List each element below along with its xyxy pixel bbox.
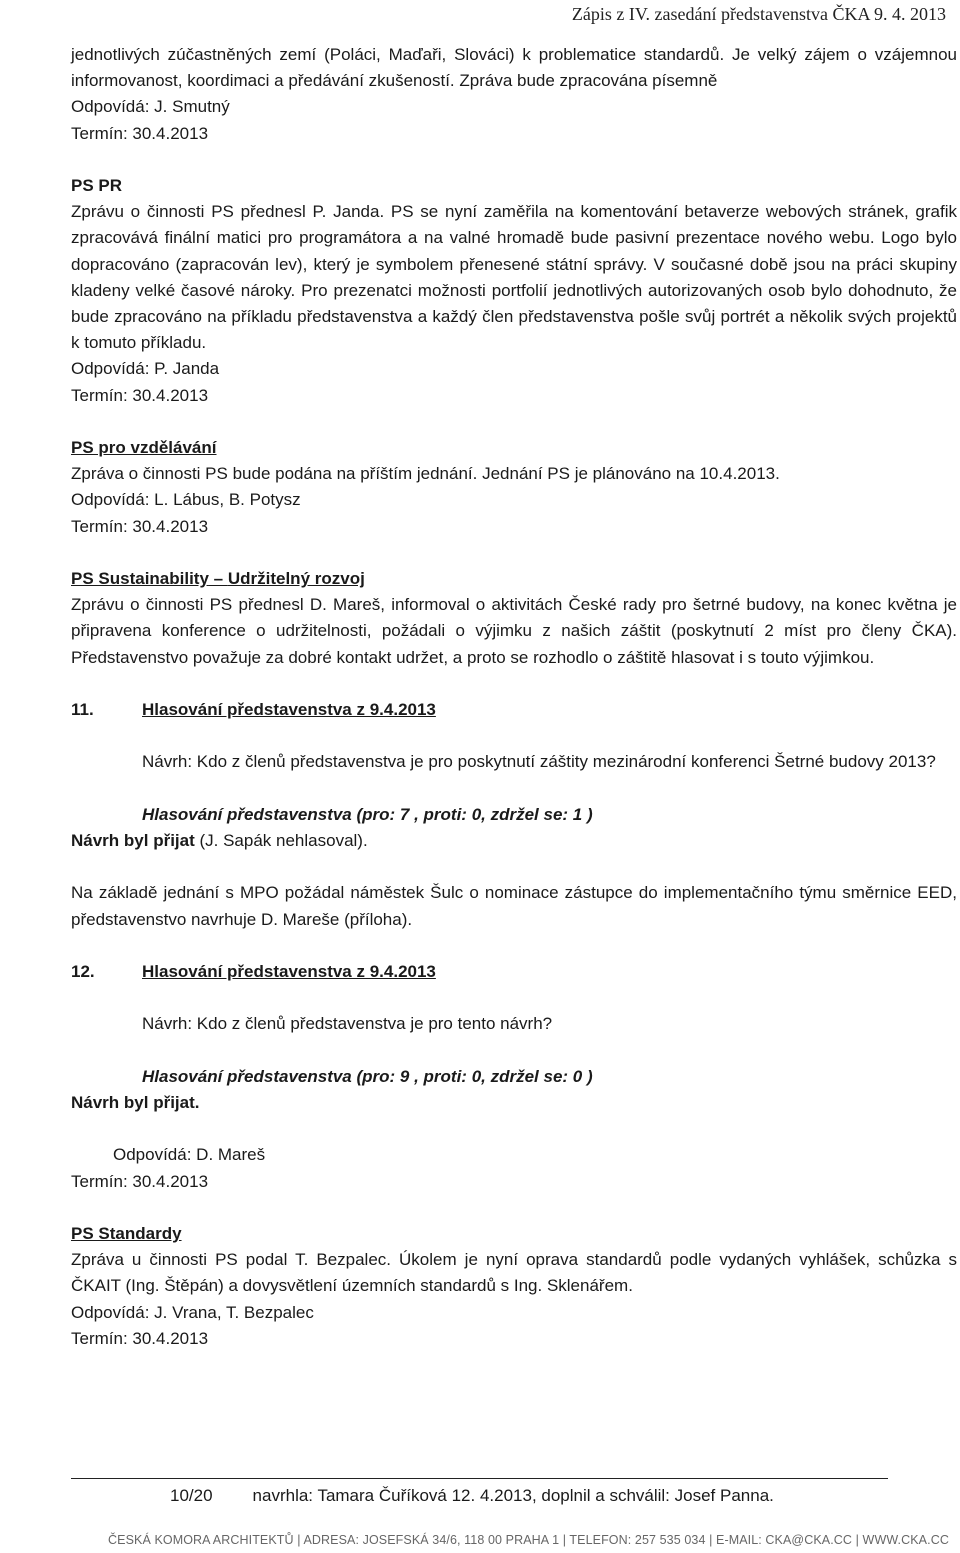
ps-pr-text: Zprávu o činnosti PS přednesl P. Janda. PS se nyní zaměřila na komentování betaverze webových stránek, grafik zpracovává finální matici pro programátora a na valné hromadě bude pasivní prezentace nového webu. Logo bylo dopracováno (zapracován lev), který je symbolem přenesené státní správy. V současné době jsou na práci skupiny kladeny velké časové nároky. Pro prezenatci možnosti portfolií jednotlivých autorizovaných osob bylo dohodnuto, že bude zpracováno na příkladu představenstva a každý člen představenstva pošle svůj portrét a několik svých projektů k tomuto příkladu.: [71, 202, 957, 353]
item-12-title: Hlasování představenstva z 9.4.2013: [142, 961, 436, 981]
page-number: 10/20: [170, 1486, 213, 1505]
item-12-vote: Hlasování představenstva (pro: 9 , proti: 0, zdržel se: 0 ): [142, 1066, 593, 1086]
item-11-result-rest: (J. Sapák nehlasoval).: [194, 831, 368, 850]
intro-responsible: Odpovídá: J. Smutný: [71, 97, 230, 117]
item-11-number: 11.: [71, 700, 94, 720]
ps-pr-responsible: Odpovídá: P. Janda: [71, 359, 220, 379]
page-header: Zápis z IV. zasedání představenstva ČKA 9. 4. 2013: [571, 4, 946, 24]
footer-author: navrhla: Tamara Čuříková 12. 4.2013, doplnil a schválil: Josef Panna.: [252, 1486, 774, 1505]
item-11-vote: Hlasování představenstva (pro: 7 , proti: 0, zdržel se: 1 ): [142, 804, 593, 824]
item-12-heading: [71, 959, 957, 985]
ps-education-responsible: Odpovídá: L. Lábus, B. Potysz: [71, 490, 301, 510]
ps-sustainability-heading-dash: –: [208, 569, 228, 589]
intro-deadline: Termín: 30.4.2013: [71, 123, 209, 143]
ps-sustainability-heading-b: Udržitelný rozvoj: [227, 569, 365, 589]
ps-education-deadline: Termín: 30.4.2013: [71, 516, 209, 536]
item-12-responsible: Odpovídá: D. Mareš: [113, 1145, 266, 1165]
item-12-deadline: Termín: 30.4.2013: [71, 1171, 209, 1191]
item-12-proposal: Návrh: Kdo z členů představenstva je pro tento návrh?: [142, 1014, 553, 1034]
document-body: [71, 42, 957, 1352]
item-11-proposal: Návrh: Kdo z členů představenstva je pro poskytnutí záštity mezinárodní konferenci Šetrné budovy 2013?: [142, 752, 936, 772]
page-footer: [170, 1486, 774, 1506]
ps-pr-deadline: Termín: 30.4.2013: [71, 385, 209, 405]
ps-pr-heading: PS PR: [71, 176, 123, 195]
ps-education-text: Zpráva o činnosti PS bude podána na příštím jednání. Jednání PS je plánováno na 10.4.2013.: [71, 464, 780, 484]
ps-standards-responsible: Odpovídá: J. Vrana, T. Bezpalec: [71, 1302, 314, 1322]
ps-sustainability-heading: [71, 566, 957, 592]
ps-standards-deadline: Termín: 30.4.2013: [71, 1328, 209, 1348]
item-11-result: [71, 828, 957, 854]
intro-paragraph: jednotlivých zúčastněných zemí (Poláci, Maďaři, Slováci) k problematice standardů. Je velký zájem o vzájemnou informovanost, koordimaci a předávání zkušeností. Zpráva bude zpracována písemně: [71, 45, 957, 91]
item-11-note: Na základě jednání s MPO požádal náměstek Šulc o nominace zástupce do implementačního týmu směrnice EED, představenstvo navrhuje D. Mareše (příloha).: [71, 883, 957, 929]
item-11-result-bold: Návrh byl přijat: [71, 831, 195, 850]
ps-standards-text: Zpráva u činnosti PS podal T. Bezpalec. Úkolem je nyní oprava standardů podle vydaných vyhlášek, schůzka s ČKAIT (Ing. Štěpán) a dovysvětlení územních standardů s Ing. Sklenářem.: [71, 1250, 957, 1296]
ps-standards-heading: PS Standardy: [71, 1223, 182, 1243]
contact-footer: ČESKÁ KOMORA ARCHITEKTŮ | ADRESA: JOSEFSKÁ 34/6, 118 00 PRAHA 1 | TELEFON: 257 535 034 | E-MAIL: CKA@CKA.CC | WWW.CKA.CC: [108, 1533, 949, 1547]
ps-sustainability-heading-a: PS Sustainability: [71, 569, 209, 589]
item-11-title: Hlasování představenstva z 9.4.2013: [142, 700, 436, 720]
ps-education-heading: PS pro vzdělávání: [71, 438, 217, 458]
footer-divider: [71, 1478, 888, 1479]
item-11-heading: [71, 697, 957, 723]
item-12-number: 12.: [71, 961, 95, 981]
ps-sustainability-text: Zprávu o činnosti PS přednesl D. Mareš, informoval o aktivitách České rady pro šetrné budovy, na konec května je připravena konference o udržitelnosti, požádali o výjimku z našich záštit (poskytnutí 2 míst pro členy ČKA). Představenstvo považuje za dobré kontakt udržet, a proto se rozhodlo o záštitě hlasovat i s touto výjimkou.: [71, 595, 957, 667]
item-12-result: Návrh byl přijat.: [71, 1092, 200, 1112]
